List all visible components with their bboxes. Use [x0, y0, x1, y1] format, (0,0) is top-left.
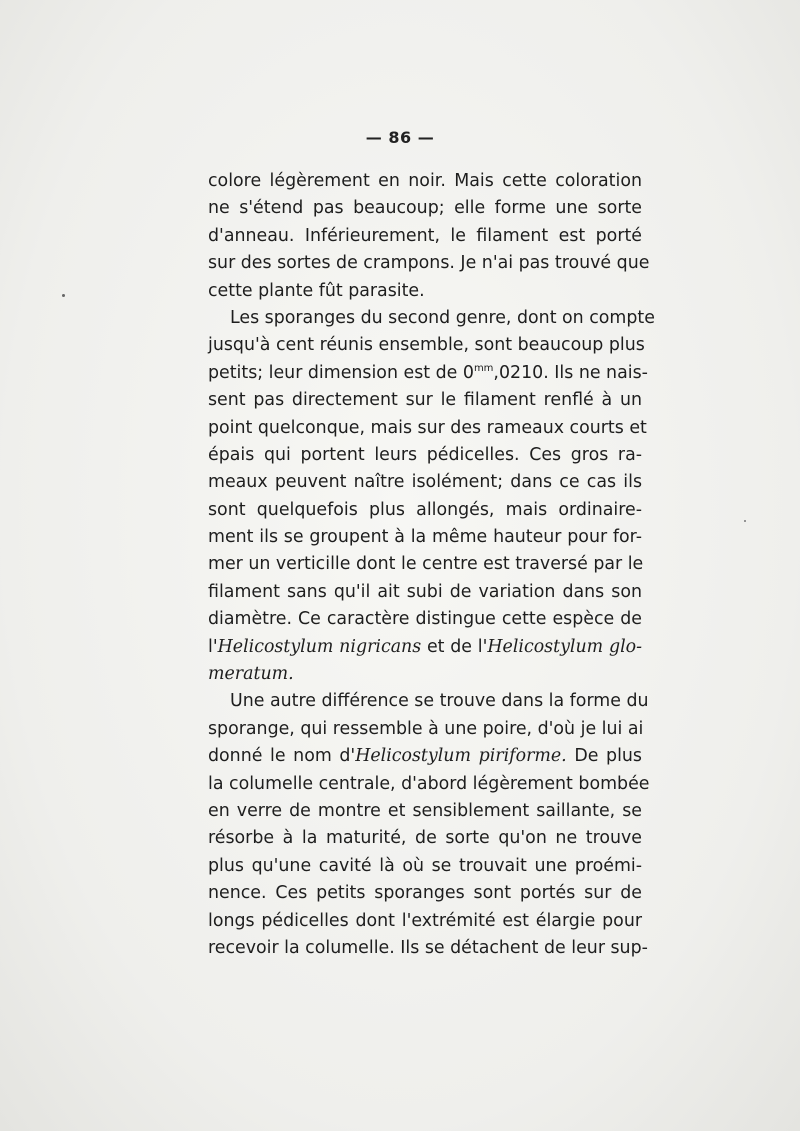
- text-line: ne s'étend pas beaucoup; elle forme une sorte: [208, 198, 642, 219]
- text-line: [208, 743, 642, 770]
- text-line: sporange, qui ressemble à une poire, d'où je lui ai: [208, 718, 644, 739]
- text-line: sont quelquefois plus allongés, mais ordinaire-: [208, 499, 642, 520]
- text-line: Les sporanges du second genre, dont on compte: [230, 307, 655, 328]
- species-name: Helicostylum glo-: [487, 636, 642, 657]
- text-line: résorbe à la maturité, de sorte qu'on ne trouve: [208, 828, 642, 849]
- text-line: la columelle centrale, d'abord légèrement bombée: [208, 773, 650, 794]
- text-line: sent pas directement sur le filament renflé à un: [208, 390, 642, 411]
- ink-speck: [62, 294, 65, 297]
- text-line: meratum.: [208, 664, 294, 685]
- text-line: cette plante fût parasite.: [208, 280, 425, 301]
- text-segment: donné le nom d': [208, 746, 356, 767]
- text-segment: et de l': [421, 636, 488, 657]
- text-segment: De plus: [566, 746, 642, 767]
- text-line: filament sans qu'il ait subi de variation dans son: [208, 581, 642, 602]
- text-line: en verre de montre et sensiblement saillante, se: [208, 800, 642, 821]
- text-line: colore légèrement en noir. Mais cette coloration: [208, 171, 642, 191]
- body-text: [208, 168, 655, 962]
- text-line: épais qui portent leurs pédicelles. Ces gros ra-: [208, 444, 642, 465]
- text-line: recevoir la columelle. Ils se détachent de leur sup-: [208, 937, 648, 958]
- unit-superscript: mm: [473, 362, 494, 374]
- species-name: Helicostylum piriforme.: [355, 746, 567, 767]
- ink-speck: [744, 520, 746, 522]
- text-line: longs pédicelles dont l'extrémité est élargie pour: [208, 910, 642, 931]
- text-line: point quelconque, mais sur des rameaux courts et: [208, 417, 647, 438]
- page-number: — 86 —: [365, 128, 435, 147]
- text-line: meaux peuvent naître isolément; dans ce cas ils: [208, 472, 642, 493]
- text-segment: petits; leur dimension est de 0: [208, 362, 474, 383]
- text-line: sur des sortes de crampons. Je n'ai pas trouvé que: [208, 253, 650, 274]
- text-line: nence. Ces petits sporanges sont portés sur de: [208, 883, 642, 904]
- text-line: diamètre. Ce caractère distingue cette espèce de: [208, 609, 642, 630]
- text-line: d'anneau. Inférieurement, le filament est porté: [208, 225, 642, 246]
- text-segment: ,0210. Ils ne nais-: [493, 362, 648, 383]
- text-line: [208, 360, 648, 387]
- text-line: [208, 634, 642, 661]
- text-line: ment ils se groupent à la même hauteur pour for-: [208, 527, 642, 548]
- species-name: Helicostylum nigricans: [217, 636, 422, 657]
- text-segment: l': [208, 636, 218, 657]
- text-line: Une autre différence se trouve dans la forme du: [230, 691, 649, 712]
- text-line: mer un verticille dont le centre est traversé par le: [208, 554, 644, 575]
- text-line: plus qu'une cavité là où se trouvait une proémi-: [208, 855, 642, 876]
- text-line: jusqu'à cent réunis ensemble, sont beaucoup plus: [208, 335, 645, 356]
